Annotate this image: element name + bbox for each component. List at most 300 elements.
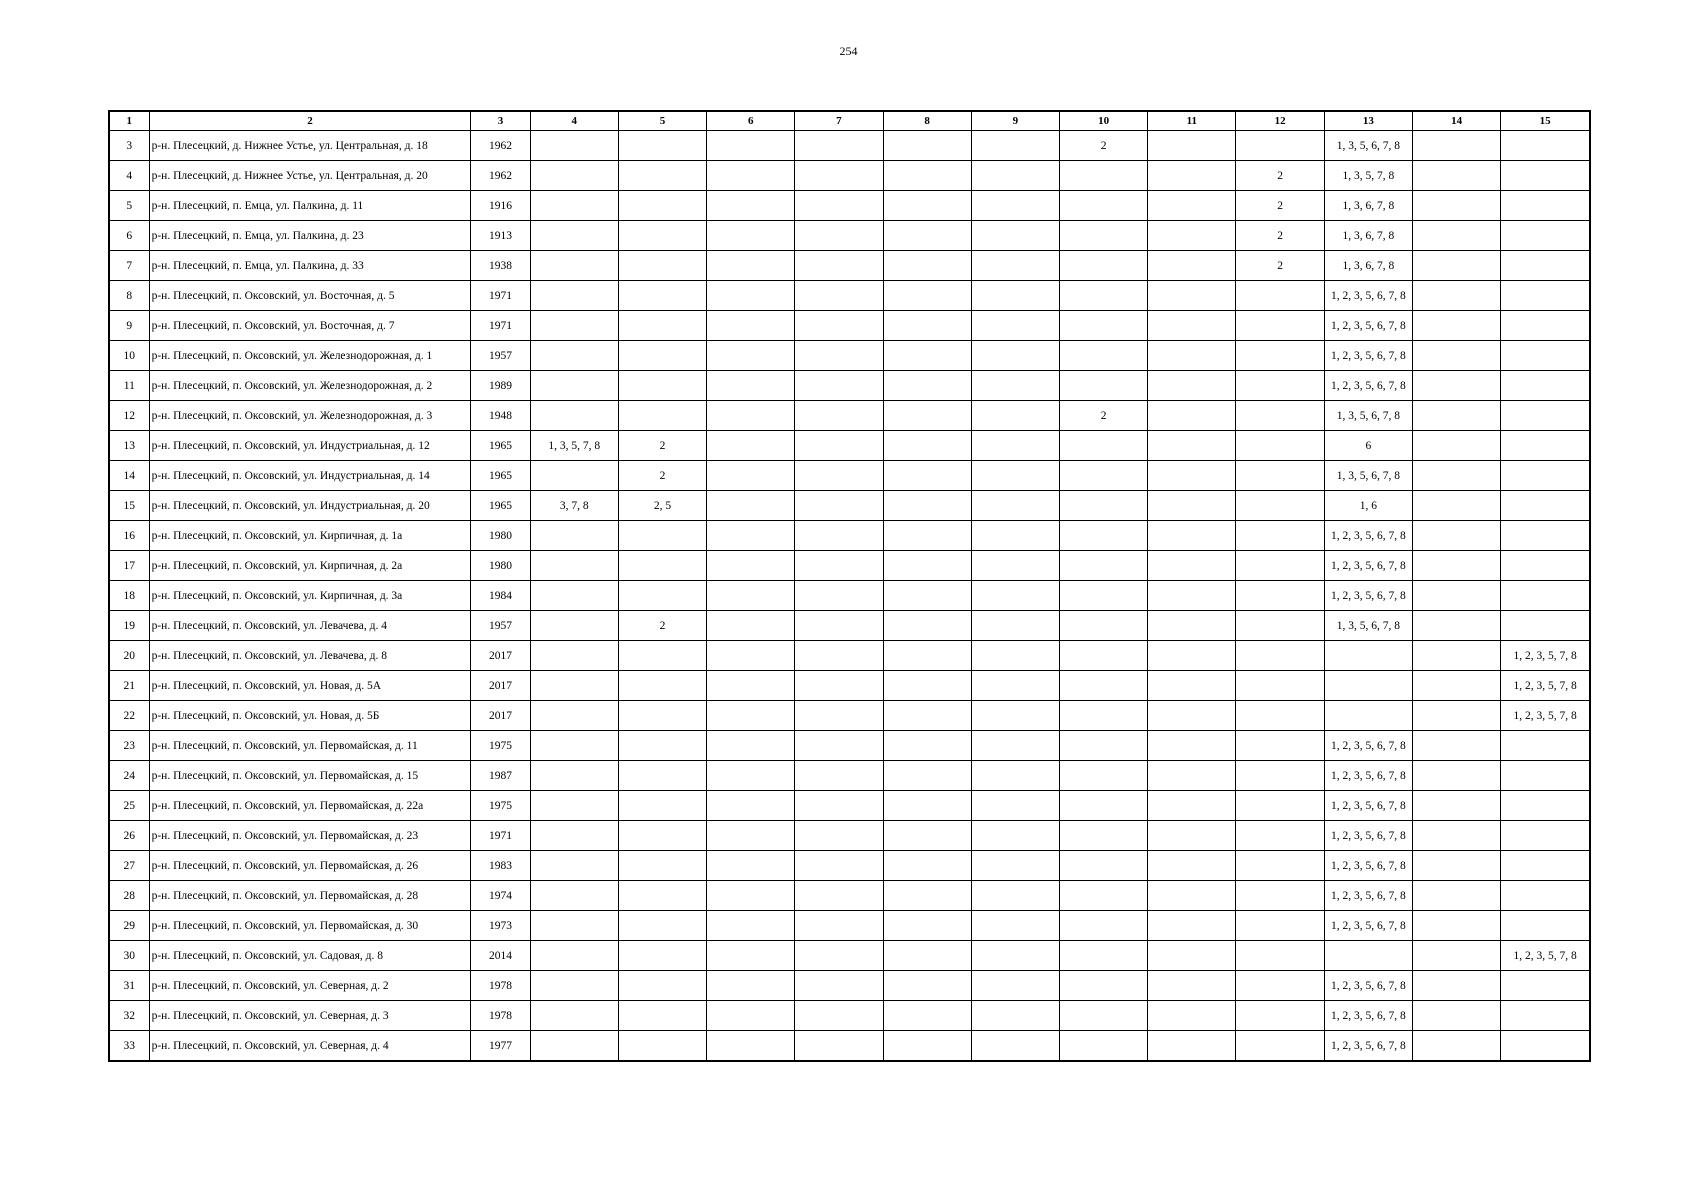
table-cell: 6 <box>1324 431 1412 461</box>
table-cell: 1975 <box>471 731 530 761</box>
table-cell <box>795 1031 883 1062</box>
table-cell <box>1148 851 1236 881</box>
table-cell <box>795 821 883 851</box>
column-header-1: 1 <box>109 111 149 131</box>
table-cell <box>1236 821 1324 851</box>
table-cell <box>1060 791 1148 821</box>
address-cell: р-н. Плесецкий, д. Нижнее Устье, ул. Центральная, д. 20 <box>149 161 471 191</box>
table-cell: 28 <box>109 881 149 911</box>
table-cell <box>707 551 795 581</box>
table-cell: 2, 5 <box>618 491 706 521</box>
table-cell <box>795 791 883 821</box>
table-cell: 1, 2, 3, 5, 6, 7, 8 <box>1324 791 1412 821</box>
table-cell <box>1412 1031 1500 1062</box>
table-cell <box>618 401 706 431</box>
table-cell <box>795 971 883 1001</box>
table-cell <box>1148 1031 1236 1062</box>
table-cell <box>1501 1031 1590 1062</box>
table-cell <box>1412 851 1500 881</box>
table-cell: 13 <box>109 431 149 461</box>
table-row <box>109 281 1590 311</box>
table-cell <box>707 401 795 431</box>
table-cell: 1, 3, 5, 6, 7, 8 <box>1324 401 1412 431</box>
table-cell: 7 <box>109 251 149 281</box>
table-cell <box>883 821 971 851</box>
address-cell: р-н. Плесецкий, п. Оксовский, ул. Левачева, д. 4 <box>149 611 471 641</box>
address-cell: р-н. Плесецкий, п. Оксовский, ул. Первомайская, д. 30 <box>149 911 471 941</box>
table-cell: 1978 <box>471 971 530 1001</box>
table-cell <box>1148 971 1236 1001</box>
table-cell: 1, 2, 3, 5, 6, 7, 8 <box>1324 971 1412 1001</box>
table-cell: 2017 <box>471 671 530 701</box>
table-cell <box>971 731 1059 761</box>
table-cell <box>1501 1001 1590 1031</box>
table-cell <box>971 431 1059 461</box>
table-cell <box>1501 341 1590 371</box>
table-cell <box>1148 311 1236 341</box>
table-cell <box>1412 791 1500 821</box>
table-cell <box>1501 461 1590 491</box>
table-cell: 1962 <box>471 131 530 161</box>
table-cell: 1938 <box>471 251 530 281</box>
table-row <box>109 431 1590 461</box>
address-cell: р-н. Плесецкий, п. Оксовский, ул. Индустриальная, д. 14 <box>149 461 471 491</box>
column-header-8: 8 <box>883 111 971 131</box>
table-cell: 1977 <box>471 1031 530 1062</box>
table-cell <box>971 491 1059 521</box>
table-cell: 1, 3, 5, 7, 8 <box>1324 161 1412 191</box>
table-cell <box>1148 701 1236 731</box>
table-cell <box>1148 191 1236 221</box>
table-cell: 17 <box>109 551 149 581</box>
buildings-table <box>108 110 1591 1062</box>
table-cell <box>1148 881 1236 911</box>
table-cell <box>1060 581 1148 611</box>
table-cell <box>795 131 883 161</box>
table-cell <box>1060 761 1148 791</box>
address-cell: р-н. Плесецкий, п. Оксовский, ул. Северная, д. 3 <box>149 1001 471 1031</box>
table-cell <box>1148 791 1236 821</box>
table-cell <box>530 311 618 341</box>
table-cell <box>1236 311 1324 341</box>
table-cell <box>1412 611 1500 641</box>
table-cell <box>1060 701 1148 731</box>
table-cell: 1957 <box>471 341 530 371</box>
table-cell <box>618 731 706 761</box>
table-cell <box>1060 1001 1148 1031</box>
table-cell <box>1148 731 1236 761</box>
table-row <box>109 191 1590 221</box>
table-cell <box>618 221 706 251</box>
table-cell <box>530 161 618 191</box>
table-cell: 9 <box>109 311 149 341</box>
table-cell <box>883 131 971 161</box>
address-cell: р-н. Плесецкий, п. Оксовский, ул. Кирпичная, д. 2а <box>149 551 471 581</box>
table-cell <box>530 611 618 641</box>
table-cell <box>707 161 795 191</box>
table-row <box>109 611 1590 641</box>
table-cell: 1, 2, 3, 5, 6, 7, 8 <box>1324 341 1412 371</box>
table-cell <box>618 881 706 911</box>
table-cell: 27 <box>109 851 149 881</box>
table-cell <box>1060 251 1148 281</box>
table-cell <box>971 311 1059 341</box>
table-cell <box>618 251 706 281</box>
table-cell <box>530 521 618 551</box>
table-cell <box>795 161 883 191</box>
table-row <box>109 791 1590 821</box>
table-cell <box>1501 761 1590 791</box>
table-cell <box>1501 791 1590 821</box>
table-cell <box>1412 881 1500 911</box>
address-cell: р-н. Плесецкий, п. Оксовский, ул. Восточная, д. 5 <box>149 281 471 311</box>
table-cell: 1, 2, 3, 5, 6, 7, 8 <box>1324 281 1412 311</box>
table-cell <box>1412 191 1500 221</box>
table-cell <box>530 281 618 311</box>
table-cell: 1987 <box>471 761 530 791</box>
table-cell: 1978 <box>471 1001 530 1031</box>
table-cell <box>1324 671 1412 701</box>
table-cell <box>618 521 706 551</box>
table-cell <box>1148 941 1236 971</box>
table-cell <box>1060 431 1148 461</box>
column-header-12: 12 <box>1236 111 1324 131</box>
table-cell: 2 <box>1236 191 1324 221</box>
table-cell <box>618 641 706 671</box>
table-cell <box>1412 251 1500 281</box>
table-cell: 1973 <box>471 911 530 941</box>
table-cell: 1, 2, 3, 5, 6, 7, 8 <box>1324 761 1412 791</box>
table-cell <box>530 911 618 941</box>
table-cell <box>883 731 971 761</box>
address-cell: р-н. Плесецкий, п. Оксовский, ул. Кирпичная, д. 3а <box>149 581 471 611</box>
table-cell <box>1060 671 1148 701</box>
address-cell: р-н. Плесецкий, п. Оксовский, ул. Новая, д. 5Б <box>149 701 471 731</box>
table-cell <box>707 941 795 971</box>
table-cell <box>1148 911 1236 941</box>
table-cell: 29 <box>109 911 149 941</box>
table-cell <box>707 641 795 671</box>
table-cell <box>971 1031 1059 1062</box>
table-cell <box>1060 191 1148 221</box>
table-cell <box>530 401 618 431</box>
table-cell <box>707 611 795 641</box>
table-cell <box>795 611 883 641</box>
table-cell: 1, 3, 6, 7, 8 <box>1324 191 1412 221</box>
table-cell <box>618 761 706 791</box>
table-cell <box>1412 731 1500 761</box>
table-cell <box>530 251 618 281</box>
address-cell: р-н. Плесецкий, п. Оксовский, ул. Кирпичная, д. 1а <box>149 521 471 551</box>
table-cell: 19 <box>109 611 149 641</box>
table-cell <box>1412 971 1500 1001</box>
table-cell <box>971 701 1059 731</box>
table-cell <box>971 461 1059 491</box>
table-cell <box>795 401 883 431</box>
table-cell <box>1501 131 1590 161</box>
table-cell: 16 <box>109 521 149 551</box>
table-cell <box>530 701 618 731</box>
table-row <box>109 1031 1590 1062</box>
table-cell: 2 <box>1236 251 1324 281</box>
table-row <box>109 821 1590 851</box>
table-cell <box>618 701 706 731</box>
table-cell: 1916 <box>471 191 530 221</box>
table-cell: 1948 <box>471 401 530 431</box>
table-cell <box>530 971 618 1001</box>
table-cell <box>1236 1001 1324 1031</box>
table-cell <box>971 791 1059 821</box>
table-cell <box>1501 191 1590 221</box>
table-cell: 31 <box>109 971 149 1001</box>
table-cell <box>971 911 1059 941</box>
column-header-15: 15 <box>1501 111 1590 131</box>
table-cell: 1, 2, 3, 5, 6, 7, 8 <box>1324 911 1412 941</box>
table-cell: 10 <box>109 341 149 371</box>
table-row <box>109 1001 1590 1031</box>
table-cell: 1974 <box>471 881 530 911</box>
table-row <box>109 251 1590 281</box>
table-cell <box>1324 641 1412 671</box>
table-cell <box>1236 611 1324 641</box>
table-cell <box>1148 221 1236 251</box>
table-cell <box>1412 461 1500 491</box>
column-header-11: 11 <box>1148 111 1236 131</box>
table-cell <box>530 731 618 761</box>
table-row <box>109 671 1590 701</box>
table-cell <box>795 581 883 611</box>
table-cell <box>1412 671 1500 701</box>
table-cell: 1965 <box>471 431 530 461</box>
table-row <box>109 221 1590 251</box>
table-cell: 1980 <box>471 521 530 551</box>
table-cell <box>971 191 1059 221</box>
table-row <box>109 551 1590 581</box>
table-cell: 2 <box>618 431 706 461</box>
table-cell <box>707 221 795 251</box>
header-row <box>109 111 1590 131</box>
table-cell <box>795 521 883 551</box>
table-cell <box>530 221 618 251</box>
table-cell <box>1236 461 1324 491</box>
table-cell <box>971 971 1059 1001</box>
table-cell <box>971 251 1059 281</box>
table-cell <box>1412 371 1500 401</box>
table-cell <box>707 851 795 881</box>
table-cell: 14 <box>109 461 149 491</box>
table-cell <box>971 941 1059 971</box>
table-cell <box>1236 761 1324 791</box>
table-cell: 15 <box>109 491 149 521</box>
table-cell <box>530 551 618 581</box>
table-cell: 1, 3, 5, 7, 8 <box>530 431 618 461</box>
table-cell <box>883 491 971 521</box>
table-cell <box>707 491 795 521</box>
table-cell <box>1148 161 1236 191</box>
table-cell <box>971 881 1059 911</box>
table-cell <box>1501 371 1590 401</box>
table-cell <box>1236 911 1324 941</box>
table-cell <box>530 791 618 821</box>
table-row <box>109 731 1590 761</box>
table-cell <box>883 221 971 251</box>
table-cell <box>618 311 706 341</box>
table-cell <box>1148 461 1236 491</box>
table-cell <box>795 281 883 311</box>
table-cell <box>1501 821 1590 851</box>
address-cell: р-н. Плесецкий, п. Оксовский, ул. Первомайская, д. 11 <box>149 731 471 761</box>
table-cell <box>795 341 883 371</box>
table-cell: 1, 2, 3, 5, 7, 8 <box>1501 701 1590 731</box>
table-cell <box>530 641 618 671</box>
table-cell <box>971 821 1059 851</box>
table-cell <box>1412 281 1500 311</box>
table-cell <box>707 971 795 1001</box>
table-cell <box>1501 401 1590 431</box>
table-cell <box>1412 491 1500 521</box>
table-cell: 1, 2, 3, 5, 7, 8 <box>1501 641 1590 671</box>
table-cell: 1, 2, 3, 5, 7, 8 <box>1501 941 1590 971</box>
table-cell: 20 <box>109 641 149 671</box>
table-cell: 1965 <box>471 491 530 521</box>
table-cell <box>618 911 706 941</box>
table-cell <box>530 461 618 491</box>
table-row <box>109 851 1590 881</box>
table-cell <box>1236 731 1324 761</box>
address-cell: р-н. Плесецкий, д. Нижнее Устье, ул. Центральная, д. 18 <box>149 131 471 161</box>
table-cell <box>530 1031 618 1062</box>
table-cell <box>883 1031 971 1062</box>
table-cell <box>1236 1031 1324 1062</box>
table-cell <box>883 791 971 821</box>
column-header-13: 13 <box>1324 111 1412 131</box>
table-cell <box>707 341 795 371</box>
table-cell: 22 <box>109 701 149 731</box>
table-cell <box>795 1001 883 1031</box>
table-cell: 12 <box>109 401 149 431</box>
table-cell: 1971 <box>471 281 530 311</box>
table-cell <box>1060 461 1148 491</box>
table-cell: 1980 <box>471 551 530 581</box>
table-cell <box>1501 521 1590 551</box>
table-cell: 2 <box>1060 401 1148 431</box>
table-cell <box>795 461 883 491</box>
column-header-5: 5 <box>618 111 706 131</box>
table-cell <box>1412 521 1500 551</box>
table-cell: 2 <box>1236 221 1324 251</box>
table-cell <box>883 761 971 791</box>
table-cell: 5 <box>109 191 149 221</box>
table-cell: 1971 <box>471 821 530 851</box>
table-cell <box>530 1001 618 1031</box>
table-cell <box>707 191 795 221</box>
table-cell <box>1236 941 1324 971</box>
table-cell <box>1501 611 1590 641</box>
table-cell <box>1236 971 1324 1001</box>
table-cell <box>1236 851 1324 881</box>
table-cell <box>883 611 971 641</box>
table-cell <box>1060 371 1148 401</box>
table-cell <box>795 731 883 761</box>
table-cell <box>1148 281 1236 311</box>
table-cell <box>883 161 971 191</box>
table-cell <box>1236 521 1324 551</box>
table-cell <box>618 131 706 161</box>
page-number: 254 <box>839 44 858 58</box>
table-cell: 1, 3, 5, 6, 7, 8 <box>1324 131 1412 161</box>
table-cell <box>1501 911 1590 941</box>
table-cell <box>1148 641 1236 671</box>
table-cell <box>1060 491 1148 521</box>
table-cell <box>1412 1001 1500 1031</box>
table-cell <box>1412 911 1500 941</box>
table-cell <box>795 881 883 911</box>
table-cell <box>971 581 1059 611</box>
table-cell <box>530 341 618 371</box>
table-cell <box>1501 551 1590 581</box>
table-cell <box>1148 581 1236 611</box>
table-cell <box>707 881 795 911</box>
table-cell <box>618 851 706 881</box>
table-cell <box>618 191 706 221</box>
table-cell <box>707 371 795 401</box>
table-cell <box>1236 701 1324 731</box>
address-cell: р-н. Плесецкий, п. Оксовский, ул. Левачева, д. 8 <box>149 641 471 671</box>
table-cell <box>883 881 971 911</box>
table-cell <box>618 1031 706 1062</box>
column-header-7: 7 <box>795 111 883 131</box>
table-row <box>109 131 1590 161</box>
table-cell: 1, 2, 3, 5, 6, 7, 8 <box>1324 881 1412 911</box>
table-cell <box>1060 551 1148 581</box>
table-cell <box>707 671 795 701</box>
table-cell <box>883 371 971 401</box>
table-cell <box>971 221 1059 251</box>
table-cell <box>707 251 795 281</box>
table-cell: 1, 2, 3, 5, 6, 7, 8 <box>1324 371 1412 401</box>
table-cell: 2 <box>1236 161 1324 191</box>
table-cell <box>795 491 883 521</box>
table-row <box>109 161 1590 191</box>
table-cell <box>618 281 706 311</box>
table-cell <box>1060 311 1148 341</box>
table-cell: 11 <box>109 371 149 401</box>
table-cell <box>883 341 971 371</box>
table-cell <box>1236 371 1324 401</box>
table-cell <box>795 251 883 281</box>
table-cell <box>1060 971 1148 1001</box>
table-cell: 32 <box>109 1001 149 1031</box>
address-cell: р-н. Плесецкий, п. Оксовский, ул. Первомайская, д. 23 <box>149 821 471 851</box>
table-cell <box>971 551 1059 581</box>
table-cell: 18 <box>109 581 149 611</box>
table-cell: 2017 <box>471 701 530 731</box>
table-cell <box>1501 491 1590 521</box>
table-cell: 1, 2, 3, 5, 6, 7, 8 <box>1324 1031 1412 1062</box>
table-cell <box>1060 851 1148 881</box>
table-cell <box>1060 1031 1148 1062</box>
table-cell <box>1236 671 1324 701</box>
table-cell <box>1501 851 1590 881</box>
table-cell: 1, 2, 3, 5, 6, 7, 8 <box>1324 551 1412 581</box>
table-cell <box>1236 401 1324 431</box>
table-cell <box>971 401 1059 431</box>
table-cell <box>1324 941 1412 971</box>
table-row <box>109 701 1590 731</box>
table-cell <box>883 701 971 731</box>
table-cell <box>883 251 971 281</box>
table-row <box>109 641 1590 671</box>
